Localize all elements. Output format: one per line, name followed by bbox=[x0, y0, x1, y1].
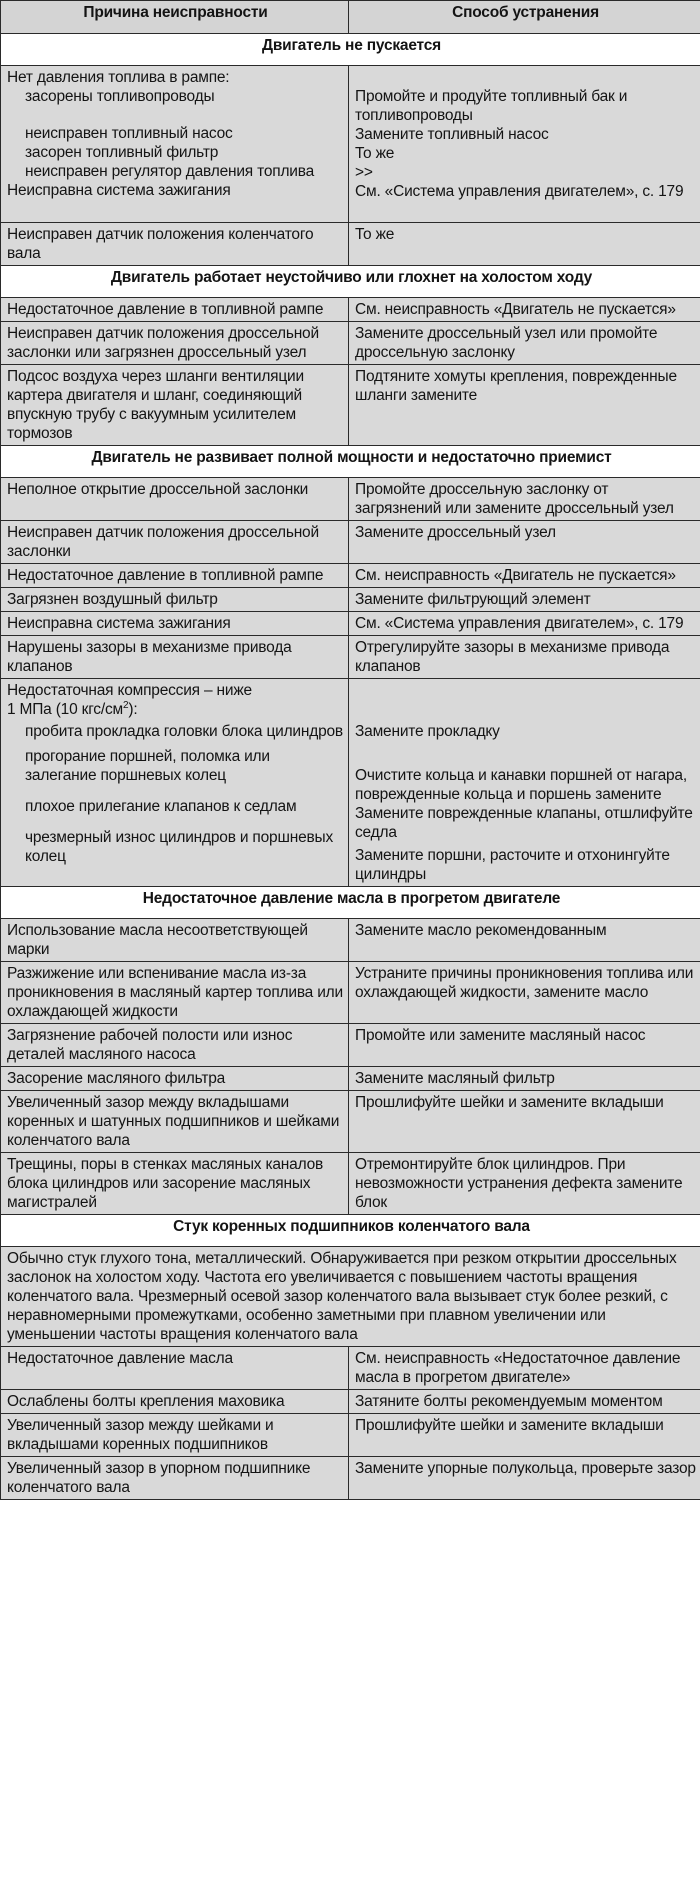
section-row bbox=[1, 1215, 700, 1247]
table-row bbox=[1, 1153, 700, 1215]
section-note: Обычно стук глухого тона, металлический. Обнаруживается при резком открытии дроссельных заслонок на холостом ходу. Частота его увеличивается с повышением частоты вращения коленчатого вала. Чрезмерный осевой зазор коленчатого вала вызывает стук более резкий, с неравномерными промежутками, особенно заметными при плавном увеличении или уменьшении частоты вращения коленчатого вала bbox=[1, 1247, 700, 1347]
section-title-main-bearing-knock: Стук коренных подшипников коленчатого вала bbox=[1, 1215, 700, 1247]
cause-cell: Разжижение или вспенивание масла из-за проникновения в масляный картер топлива или охлаждающей жидкости bbox=[1, 962, 349, 1024]
remedy-cell: Прошлифуйте шейки и замените вкладыши bbox=[349, 1414, 700, 1457]
cause-cell: Увеличенный зазор между шейками и вкладышами коренных подшипников bbox=[1, 1414, 349, 1457]
section-row bbox=[1, 266, 700, 298]
table-row bbox=[1, 564, 700, 588]
section-title-engine-not-start: Двигатель не пускается bbox=[1, 34, 700, 66]
header-cause: Причина неисправности bbox=[1, 1, 349, 34]
cause-text: чрезмерный износ цилиндров и поршневых колец bbox=[25, 829, 334, 865]
cause-cell: Трещины, поры в стенках масляных каналов блока цилиндров или засорение масляных магистралей bbox=[1, 1153, 349, 1215]
table-row bbox=[1, 919, 700, 962]
remedy-cell bbox=[349, 66, 700, 223]
cause-text: неисправен регулятор давления топлива bbox=[25, 163, 315, 180]
remedy-cell: Прошлифуйте шейки и замените вкладыши bbox=[349, 1091, 700, 1153]
pressure-value: 1 МПа (10 кгс/см bbox=[7, 701, 123, 718]
table-row bbox=[1, 1347, 700, 1390]
pressure-suffix: ): bbox=[128, 701, 138, 718]
table-row bbox=[1, 1067, 700, 1091]
remedy-text: Промойте и продуйте топливный бак и топливопроводы bbox=[355, 88, 628, 124]
table-row bbox=[1, 636, 700, 679]
cause-text bbox=[7, 700, 344, 719]
header-remedy: Способ устранения bbox=[349, 1, 700, 34]
remedy-cell: Замените упорные полукольца, проверьте зазор bbox=[349, 1457, 700, 1500]
remedy-cell: Замените масляный фильтр bbox=[349, 1067, 700, 1091]
cause-cell: Нарушены зазоры в механизме привода клапанов bbox=[1, 636, 349, 679]
cause-text: засорены топливопроводы bbox=[25, 88, 215, 105]
table-row bbox=[1, 478, 700, 521]
section-title-low-power: Двигатель не развивает полной мощности и недостаточно приемист bbox=[1, 446, 700, 478]
remedy-text: То же bbox=[355, 145, 395, 162]
cause-cell: Подсос воздуха через шланги вентиляции картера двигателя и шланг, соединяющий впускную трубу с вакуумным усилителем тормозов bbox=[1, 365, 349, 446]
remedy-text: >> bbox=[355, 164, 373, 181]
cause-text: Нет давления топлива в рампе: bbox=[7, 69, 230, 86]
table-row bbox=[1, 679, 700, 887]
cause-cell: Недостаточное давление в топливной рампе bbox=[1, 564, 349, 588]
remedy-text: Замените топливный насос bbox=[355, 126, 549, 143]
table-row bbox=[1, 1390, 700, 1414]
remedy-text: Очистите кольца и канавки поршней от нагара, поврежденные кольца и поршень замените bbox=[355, 767, 687, 803]
table-row bbox=[1, 1024, 700, 1067]
cause-cell: Использование масла несоответствующей марки bbox=[1, 919, 349, 962]
section-row bbox=[1, 446, 700, 478]
table-row bbox=[1, 365, 700, 446]
remedy-cell: Замените фильтрующий элемент bbox=[349, 588, 700, 612]
remedy-cell: Отремонтируйте блок цилиндров. При невозможности устранения дефекта замените блок bbox=[349, 1153, 700, 1215]
cause-text: Недостаточная компрессия – ниже bbox=[7, 682, 252, 699]
section-row bbox=[1, 34, 700, 66]
section-row bbox=[1, 887, 700, 919]
cause-text: засорен топливный фильтр bbox=[25, 144, 219, 161]
cause-text: плохое прилегание клапанов к седлам bbox=[25, 798, 297, 815]
cause-text: пробита прокладка головки блока цилиндров bbox=[25, 723, 343, 740]
table-row bbox=[1, 223, 700, 266]
remedy-cell: Промойте или замените масляный насос bbox=[349, 1024, 700, 1067]
remedy-cell: Замените дроссельный узел или промойте дроссельную заслонку bbox=[349, 322, 700, 365]
table-row bbox=[1, 612, 700, 636]
table-row bbox=[1, 1414, 700, 1457]
cause-cell: Неисправен датчик положения коленчатого вала bbox=[1, 223, 349, 266]
remedy-cell: См. неисправность «Недостаточное давление масла в прогретом двигателе» bbox=[349, 1347, 700, 1390]
cause-cell: Загрязнение рабочей полости или износ деталей масляного насоса bbox=[1, 1024, 349, 1067]
remedy-cell: Затяните болты рекомендуемым моментом bbox=[349, 1390, 700, 1414]
remedy-cell: Отрегулируйте зазоры в механизме привода клапанов bbox=[349, 636, 700, 679]
superscript: 2 bbox=[122, 699, 129, 711]
cause-cell: Неисправен датчик положения дроссельной заслонки bbox=[1, 521, 349, 564]
cause-text: Неисправна система зажигания bbox=[7, 182, 231, 199]
section-title-low-oil-pressure: Недостаточное давление масла в прогретом двигателе bbox=[1, 887, 700, 919]
remedy-cell: Замените масло рекомендованным bbox=[349, 919, 700, 962]
remedy-cell: Подтяните хомуты крепления, поврежденные шланги замените bbox=[349, 365, 700, 446]
section-title-unstable-idle: Двигатель работает неустойчиво или глохнет на холостом ходу bbox=[1, 266, 700, 298]
table-row bbox=[1, 1457, 700, 1500]
table-row bbox=[1, 322, 700, 365]
remedy-text: Замените поршни, расточите и отхонингуйте цилиндры bbox=[355, 847, 670, 883]
remedy-text: Замените прокладку bbox=[355, 723, 500, 740]
remedy-cell bbox=[349, 679, 700, 887]
table-header-row bbox=[1, 1, 700, 34]
table-row bbox=[1, 298, 700, 322]
table-row bbox=[1, 66, 700, 223]
remedy-cell: См. «Система управления двигателем», с. 179 bbox=[349, 612, 700, 636]
table-row bbox=[1, 521, 700, 564]
cause-cell bbox=[1, 679, 349, 887]
remedy-text: См. «Система управления двигателем», с. 179 bbox=[355, 183, 684, 200]
remedy-cell: См. неисправность «Двигатель не пускается» bbox=[349, 564, 700, 588]
cause-cell: Ослаблены болты крепления маховика bbox=[1, 1390, 349, 1414]
remedy-text: Замените поврежденные клапаны, отшлифуйте седла bbox=[355, 805, 693, 841]
cause-cell: Неисправен датчик положения дроссельной заслонки или загрязнен дроссельный узел bbox=[1, 322, 349, 365]
remedy-cell: Замените дроссельный узел bbox=[349, 521, 700, 564]
remedy-cell: То же bbox=[349, 223, 700, 266]
cause-cell: Неполное открытие дроссельной заслонки bbox=[1, 478, 349, 521]
cause-cell: Увеличенный зазор между вкладышами коренных и шатунных подшипников и шейками коленчатого вала bbox=[1, 1091, 349, 1153]
remedy-cell: Промойте дроссельную заслонку от загрязнений или замените дроссельный узел bbox=[349, 478, 700, 521]
cause-cell: Увеличенный зазор в упорном подшипнике коленчатого вала bbox=[1, 1457, 349, 1500]
remedy-cell: См. неисправность «Двигатель не пускается» bbox=[349, 298, 700, 322]
note-row bbox=[1, 1247, 700, 1347]
cause-cell: Неисправна система зажигания bbox=[1, 612, 349, 636]
table-row bbox=[1, 1091, 700, 1153]
cause-text: прогорание поршней, поломка или залегание поршневых колец bbox=[25, 748, 270, 784]
table-row bbox=[1, 588, 700, 612]
table-row bbox=[1, 962, 700, 1024]
cause-cell: Недостаточное давление масла bbox=[1, 1347, 349, 1390]
cause-cell: Засорение масляного фильтра bbox=[1, 1067, 349, 1091]
cause-cell bbox=[1, 66, 349, 223]
remedy-cell: Устраните причины проникновения топлива или охлаждающей жидкости, замените масло bbox=[349, 962, 700, 1024]
cause-cell: Недостаточное давление в топливной рампе bbox=[1, 298, 349, 322]
cause-cell: Загрязнен воздушный фильтр bbox=[1, 588, 349, 612]
cause-text: неисправен топливный насос bbox=[25, 125, 233, 142]
